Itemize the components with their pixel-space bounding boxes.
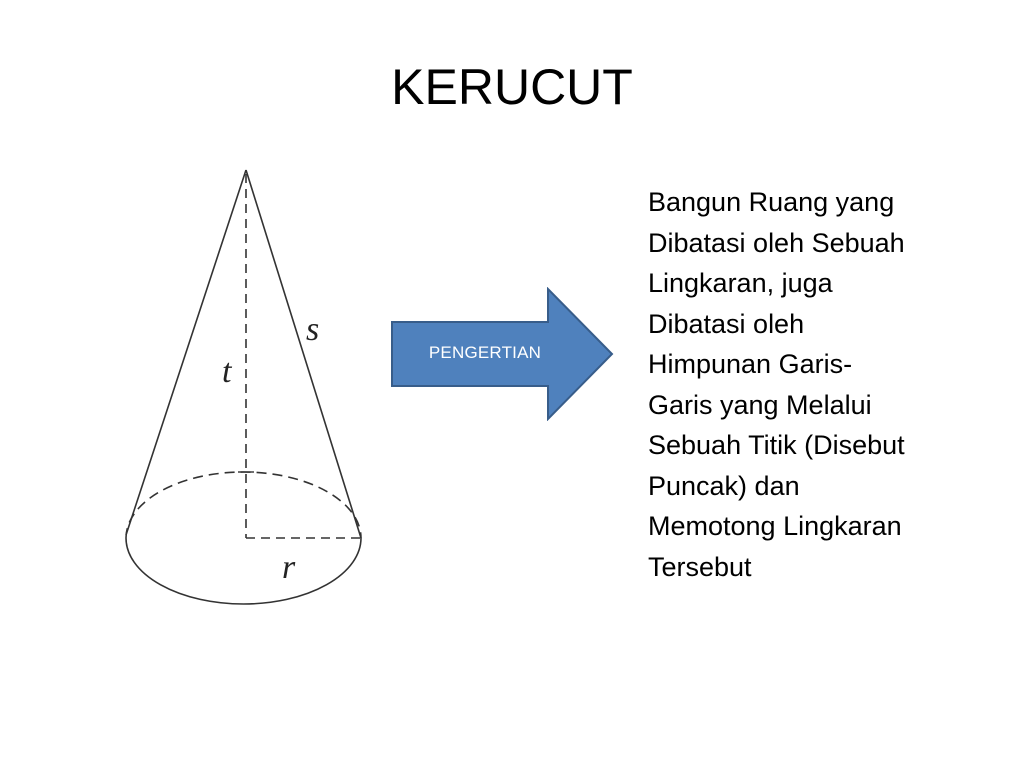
- base-front-arc: [126, 538, 361, 604]
- arrow-label: PENGERTIAN: [428, 343, 542, 362]
- radius-label: r: [282, 549, 296, 586]
- height-label: t: [222, 353, 232, 390]
- cone-right-edge: [246, 170, 361, 538]
- cone-diagram: [110, 160, 380, 620]
- definition-line: Dibatasi oleh: [648, 308, 805, 339]
- definition-line: Tersebut: [648, 551, 752, 582]
- definition-line: Bangun Ruang yang: [648, 187, 895, 217]
- definition-text: [648, 182, 988, 587]
- definition-line: Garis yang Melalui: [648, 389, 872, 420]
- slant-label: s: [306, 311, 320, 348]
- definition-line: Puncak) dan: [648, 470, 800, 501]
- definition-line: Himpunan Garis-: [648, 349, 853, 379]
- definition-line: Memotong Lingkaran: [648, 511, 902, 541]
- definition-line: Lingkaran, juga: [648, 268, 833, 298]
- slide-title: KERUCUT: [391, 59, 633, 115]
- definition-line: Sebuah Titik (Disebut: [648, 430, 905, 460]
- definition-line: Dibatasi oleh Sebuah: [648, 227, 905, 258]
- base-back-arc: [126, 472, 361, 538]
